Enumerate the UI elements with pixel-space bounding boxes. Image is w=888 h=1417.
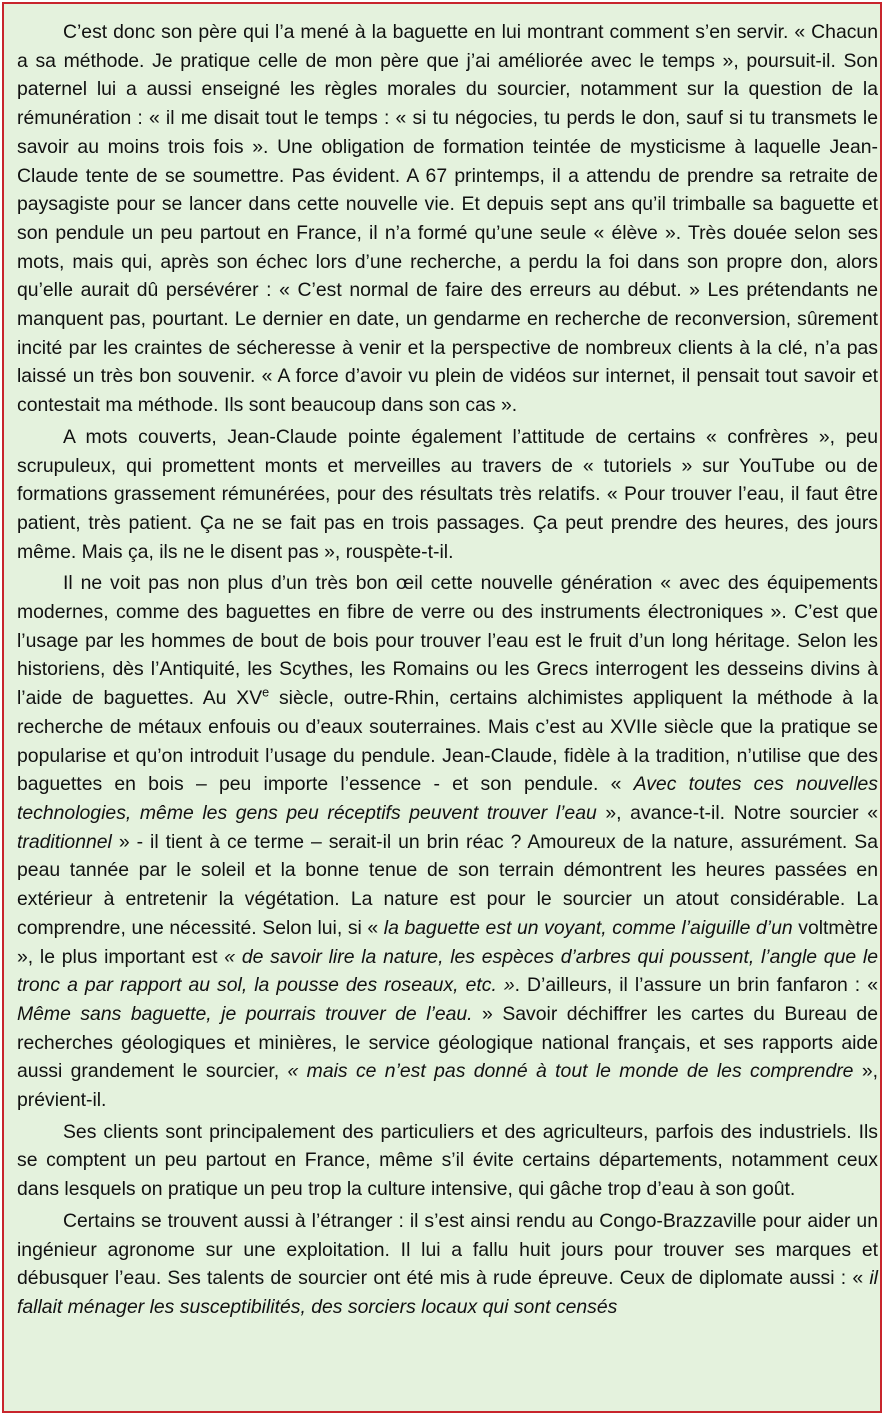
paragraph-text: C’est donc son père qui l’a mené à la baguette en lui montrant comment s’en servir. « Chacun a sa méthode. Je pratique celle de mon père que j’ai améliorée avec le temps », poursuit-il. Son paternel lui a aussi enseigné les règles morales du sourcier, notamment sur la question de la rémunération : « il me disait tout le temps : « si tu négocies, tu perds le don, sauf si tu transmets le savoir au moins trois fois ». Une obligation de formation teintée de mysticisme à laquelle Jean-Claude tente de se soumettre. Pas évident. A 67 printemps, il a attendu de prendre sa retraite de paysagiste pour se lancer dans cette nouvelle vie. Et depuis sept ans qu’il trimballe sa baguette et son pendule un peu partout en France, il n’a formé qu’une seule « élève ». Très douée selon ses mots, mais qui, après son échec lors d’une recherche, a perdu la foi dans son propre don, alors qu’elle aurait dû persévérer : « C’est normal de faire des erreurs au début. » Les prétendants ne manquent pas, pourtant. Le dernier en date, un gendarme en recherche de reconversion, sûrement incité par les craintes de sécheresse à venir et la perspective de nombreux clients à la clé, n’a pas laissé un très bon souvenir. « A force d’avoir vu plein de vidéos sur internet, il pensait tout savoir et contestait ma méthode. Ils sont beaucoup dans son cas ».: [17, 21, 878, 417]
paragraph: [17, 569, 878, 1114]
italic-quote: la baguette est un voyant, comme l’aiguille d’un: [383, 916, 793, 939]
paragraph-text: Ses clients sont principalement des particuliers et des agriculteurs, parfois des industriels. Ils se comptent un peu partout en France, même s’il évite certains départements, notamment ceux dans lesquels on pratique un peu trop la culture intensive, qui gâche trop d’eau à son goût.: [17, 1120, 878, 1201]
article-body: [17, 18, 878, 1322]
paragraph-text: . D’ailleurs, il l’assure un brin fanfaron : «: [514, 974, 878, 997]
paragraph: [17, 1118, 878, 1204]
italic-quote: « mais ce n’est pas donné à tout le monde de les comprendre: [287, 1060, 854, 1083]
paragraph-text: Il ne voit pas non plus d’un très bon œil cette nouvelle génération « avec des équipements modernes, comme des baguettes en fibre de verre ou des instruments électroniques ». C’est que l’usage par les hommes de bout de bois pour trouver l’eau est le fruit d’un long héritage. Selon les historiens, dès l’Antiquité, les Scythes, les Romains ou les Grecs interrogent les desseins divins à l’aide de baguettes. Au XV: [17, 572, 878, 710]
paragraph-text: voltmètre », le plus important est: [17, 916, 878, 968]
paragraph: [17, 1207, 878, 1322]
paragraph-text: siècle, outre-Rhin, certains alchimistes appliquent la méthode à la recherche de métaux enfouis ou d’eaux souterraines. Mais c’est au XVIIe siècle que la pratique se popularise et qu’on introduit l’usage du pendule. Jean-Claude, fidèle à la tradition, n’utilise que des baguettes en bois – peu importe l’essence - et son pendule. «: [17, 687, 878, 796]
paragraph-text: », avance-t-il. Notre sourcier «: [596, 801, 878, 824]
article-frame: [2, 2, 882, 1413]
superscript-text: e: [262, 685, 270, 700]
italic-quote: « de savoir lire la nature, les espèces d’arbres qui poussent, l’angle que le tronc a par rapport au sol, la pousse des roseaux, etc. »: [17, 945, 878, 997]
paragraph: [17, 423, 878, 567]
italic-quote: Même sans baguette, je pourrais trouver de l’eau.: [17, 1002, 473, 1025]
paragraph-text: A mots couverts, Jean-Claude pointe également l’attitude de certains « confrères », peu scrupuleux, qui promettent monts et merveilles au travers de « tutoriels » sur YouTube ou de formations grassement rémunérées, pour des résultats très relatifs. « Pour trouver l’eau, il faut être patient, très patient. Ça ne se fait pas en trois passages. Ça peut prendre des heures, des jours même. Mais ça, ils ne le disent pas », rouspète-t-il.: [17, 425, 878, 563]
paragraph-text: Certains se trouvent aussi à l’étranger : il s’est ainsi rendu au Congo-Brazzaville pour aider un ingénieur agronome sur une exploitation. Il lui a fallu huit jours pour trouver ses marques et débusquer l’eau. Ses talents de sourcier ont été mis à rude épreuve. Ceux de diplomate aussi : «: [17, 1209, 878, 1290]
paragraph-text: » - il tient à ce terme – serait-il un brin réac ? Amoureux de la nature, assurément. Sa peau tannée par le soleil et la bonne tenue de son terrain démontrent les heures passées en extérieur à entretenir la végétation. La nature est pour le sourcier un atout considérable. La comprendre, une nécessité. Selon lui, si «: [17, 830, 878, 939]
paragraph-text: » Savoir déchiffrer les cartes du Bureau de recherches géologiques et minières, le service géologique national français, et ses rapports aide aussi grandement le sourcier,: [17, 1002, 878, 1083]
italic-quote: il fallait ménager les susceptibilités, des sorciers locaux qui sont censés: [17, 1267, 878, 1318]
paragraph-text: », prévient-il.: [17, 1060, 878, 1112]
italic-quote: traditionnel: [17, 830, 112, 853]
paragraph: [17, 18, 878, 420]
italic-quote: Avec toutes ces nouvelles technologies, même les gens peu réceptifs peuvent trouver l’eau: [17, 773, 878, 824]
